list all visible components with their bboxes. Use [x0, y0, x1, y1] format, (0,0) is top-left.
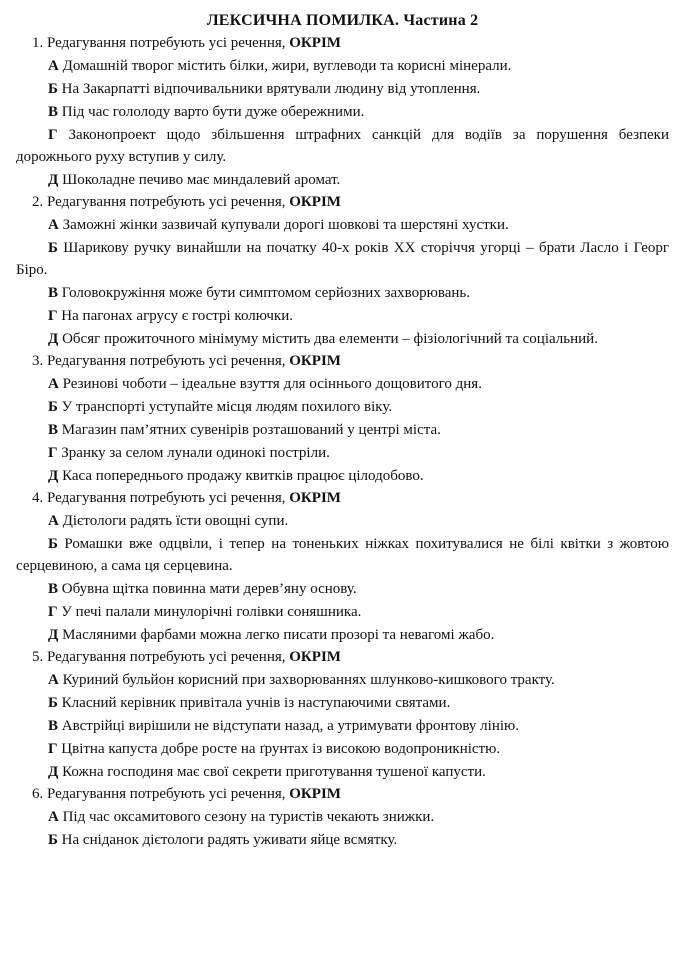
option-indent	[16, 627, 48, 643]
question-prompt: Редагування потребують усі речення,	[47, 490, 286, 506]
option-letter: Г	[48, 741, 58, 757]
option-letter: Г	[48, 604, 58, 620]
answer-option	[16, 578, 669, 600]
option-letter: Б	[48, 695, 58, 711]
question-heading	[16, 487, 669, 509]
answer-option	[16, 601, 669, 623]
option-indent	[16, 308, 48, 324]
option-indent	[16, 104, 48, 120]
option-text: Обсяг прожиточного мінімуму містить два елементи – фізіологічний та соціальний.	[62, 331, 598, 347]
option-text: Під час гололоду варто бути дуже обережними.	[61, 104, 365, 120]
option-letter: Г	[48, 445, 58, 461]
option-letter: Б	[48, 832, 58, 848]
option-text: Магазин пам’ятних сувенірів розташований у центрі міста.	[61, 422, 441, 438]
question-list	[16, 32, 669, 851]
question-keyword: ОКРІМ	[289, 353, 341, 369]
option-indent	[16, 127, 48, 143]
option-letter: А	[48, 217, 59, 233]
option-indent	[16, 331, 48, 347]
question-prompt: Редагування потребують усі речення,	[47, 194, 286, 210]
answer-option	[16, 692, 669, 714]
answer-option	[16, 328, 669, 350]
option-indent	[16, 718, 48, 734]
option-indent	[16, 672, 48, 688]
option-indent	[16, 58, 48, 74]
option-indent	[16, 695, 48, 711]
answer-option	[16, 465, 669, 487]
option-letter: В	[48, 104, 59, 120]
option-text: У печі палали минулорічні голівки соняшника.	[61, 604, 362, 620]
option-indent	[16, 445, 48, 461]
question-keyword: ОКРІМ	[289, 649, 341, 665]
option-indent	[16, 809, 48, 825]
option-indent	[16, 399, 48, 415]
question-keyword: ОКРІМ	[289, 35, 341, 51]
option-letter: В	[48, 422, 59, 438]
answer-option	[16, 214, 669, 236]
option-indent	[16, 513, 48, 529]
question-keyword: ОКРІМ	[289, 194, 341, 210]
question-heading	[16, 646, 669, 668]
option-indent	[16, 764, 48, 780]
question-heading	[16, 191, 669, 213]
answer-option	[16, 124, 669, 168]
option-indent	[16, 81, 48, 97]
option-indent	[16, 604, 48, 620]
option-text: Шоколадне печиво має миндалевий аромат.	[62, 172, 341, 188]
option-text: Законопроект щодо збільшення штрафних санкцій для водіїв за порушення безпеки дорожнього руху вступив у силу.	[16, 127, 669, 165]
option-text: На пагонах агрусу є гострі колючки.	[61, 308, 293, 324]
question-block	[16, 783, 669, 851]
question-prompt: Редагування потребують усі речення,	[47, 649, 286, 665]
question-heading	[16, 32, 669, 54]
option-text: Каса попереднього продажу квитків працює цілодобово.	[62, 468, 424, 484]
option-text: На сніданок дієтологи радять уживати яйце всмятку.	[61, 832, 398, 848]
option-letter: Б	[48, 536, 58, 552]
question-keyword: ОКРІМ	[289, 786, 341, 802]
option-indent	[16, 741, 48, 757]
answer-option	[16, 669, 669, 691]
option-text: Класний керівник привітала учнів із наступаючими святами.	[61, 695, 451, 711]
option-letter: А	[48, 809, 59, 825]
answer-option	[16, 305, 669, 327]
option-text: У транспорті уступайте місця людям похилого віку.	[61, 399, 393, 415]
question-number: 3.	[32, 353, 44, 369]
option-text: Куриний бульйон корисний при захворюваннях шлунково-кишкового тракту.	[62, 672, 555, 688]
option-text: На Закарпатті відпочивальники врятували людину від утоплення.	[61, 81, 481, 97]
answer-option	[16, 282, 669, 304]
option-text: Кожна господиня має свої секрети приготування тушеної капусти.	[62, 764, 486, 780]
option-text: Масляними фарбами можна легко писати прозорі та невагомі жабо.	[62, 627, 495, 643]
option-indent	[16, 240, 48, 256]
option-letter: А	[48, 513, 59, 529]
answer-option	[16, 442, 669, 464]
option-indent	[16, 172, 48, 188]
option-indent	[16, 581, 48, 597]
option-letter: А	[48, 376, 59, 392]
answer-option	[16, 55, 669, 77]
option-letter: Д	[48, 172, 59, 188]
title-main: ЛЕКСИЧНА ПОМИЛКА.	[206, 12, 400, 29]
question-block	[16, 646, 669, 783]
title-part: Частина 2	[403, 12, 479, 29]
option-letter: А	[48, 672, 59, 688]
answer-option	[16, 829, 669, 851]
option-text: Під час оксамитового сезону на туристів чекають знижки.	[62, 809, 435, 825]
question-number: 6.	[32, 786, 44, 802]
option-letter: Г	[48, 308, 58, 324]
question-block	[16, 487, 669, 646]
option-letter: Д	[48, 764, 59, 780]
answer-option	[16, 715, 669, 737]
option-letter: В	[48, 718, 59, 734]
option-letter: Д	[48, 331, 59, 347]
question-number: 2.	[32, 194, 44, 210]
document-title	[16, 10, 669, 32]
question-number: 1.	[32, 35, 44, 51]
answer-option	[16, 237, 669, 281]
option-text: Австрійці вирішили не відступати назад, а утримувати фронтову лінію.	[61, 718, 519, 734]
answer-option	[16, 806, 669, 828]
option-text: Ромашки вже одцвіли, і тепер на тоненьких ніжках похитувалися не білі квітки з жовтою серцевиною, а сама ця серцевина.	[16, 536, 669, 574]
answer-option	[16, 738, 669, 760]
option-letter: В	[48, 285, 59, 301]
option-letter: Г	[48, 127, 58, 143]
answer-option	[16, 101, 669, 123]
option-indent	[16, 422, 48, 438]
option-letter: Б	[48, 81, 58, 97]
answer-option	[16, 78, 669, 100]
option-indent	[16, 217, 48, 233]
question-number: 5.	[32, 649, 44, 665]
question-block	[16, 191, 669, 350]
question-number: 4.	[32, 490, 44, 506]
option-text: Резинові чоботи – ідеальне взуття для осіннього дощовитого дня.	[62, 376, 482, 392]
option-text: Головокружіння може бути симптомом серйозних захворювань.	[61, 285, 471, 301]
question-prompt: Редагування потребують усі речення,	[47, 35, 286, 51]
question-prompt: Редагування потребують усі речення,	[47, 786, 286, 802]
question-block	[16, 350, 669, 487]
answer-option	[16, 373, 669, 395]
option-text: Заможні жінки зазвичай купували дорогі шовкові та шерстяні хустки.	[62, 217, 509, 233]
answer-option	[16, 761, 669, 783]
answer-option	[16, 533, 669, 577]
answer-option	[16, 419, 669, 441]
answer-option	[16, 396, 669, 418]
option-letter: Б	[48, 240, 58, 256]
option-text: Зранку за селом лунали одинокі постріли.	[61, 445, 330, 461]
option-text: Шарикову ручку винайшли на початку 40-х років ХХ сторіччя угорці – брати Ласло і Георг Біро.	[16, 240, 670, 278]
option-indent	[16, 536, 48, 552]
question-heading	[16, 783, 669, 805]
option-letter: Д	[48, 627, 59, 643]
option-indent	[16, 832, 48, 848]
option-text: Дієтологи радять їсти овощні супи.	[62, 513, 289, 529]
option-text: Цвітна капуста добре росте на ґрунтах із високою водопроникністю.	[61, 741, 501, 757]
option-letter: В	[48, 581, 59, 597]
option-letter: Б	[48, 399, 58, 415]
question-keyword: ОКРІМ	[289, 490, 341, 506]
question-prompt: Редагування потребують усі речення,	[47, 353, 286, 369]
option-text: Домашній творог містить білки, жири, вуглеводи та корисні мінерали.	[62, 58, 512, 74]
question-heading	[16, 350, 669, 372]
option-indent	[16, 468, 48, 484]
option-letter: Д	[48, 468, 59, 484]
option-indent	[16, 285, 48, 301]
question-block	[16, 32, 669, 191]
option-indent	[16, 376, 48, 392]
option-letter: А	[48, 58, 59, 74]
answer-option	[16, 169, 669, 191]
answer-option	[16, 624, 669, 646]
answer-option	[16, 510, 669, 532]
option-text: Обувна щітка повинна мати дерев’яну основу.	[61, 581, 357, 597]
